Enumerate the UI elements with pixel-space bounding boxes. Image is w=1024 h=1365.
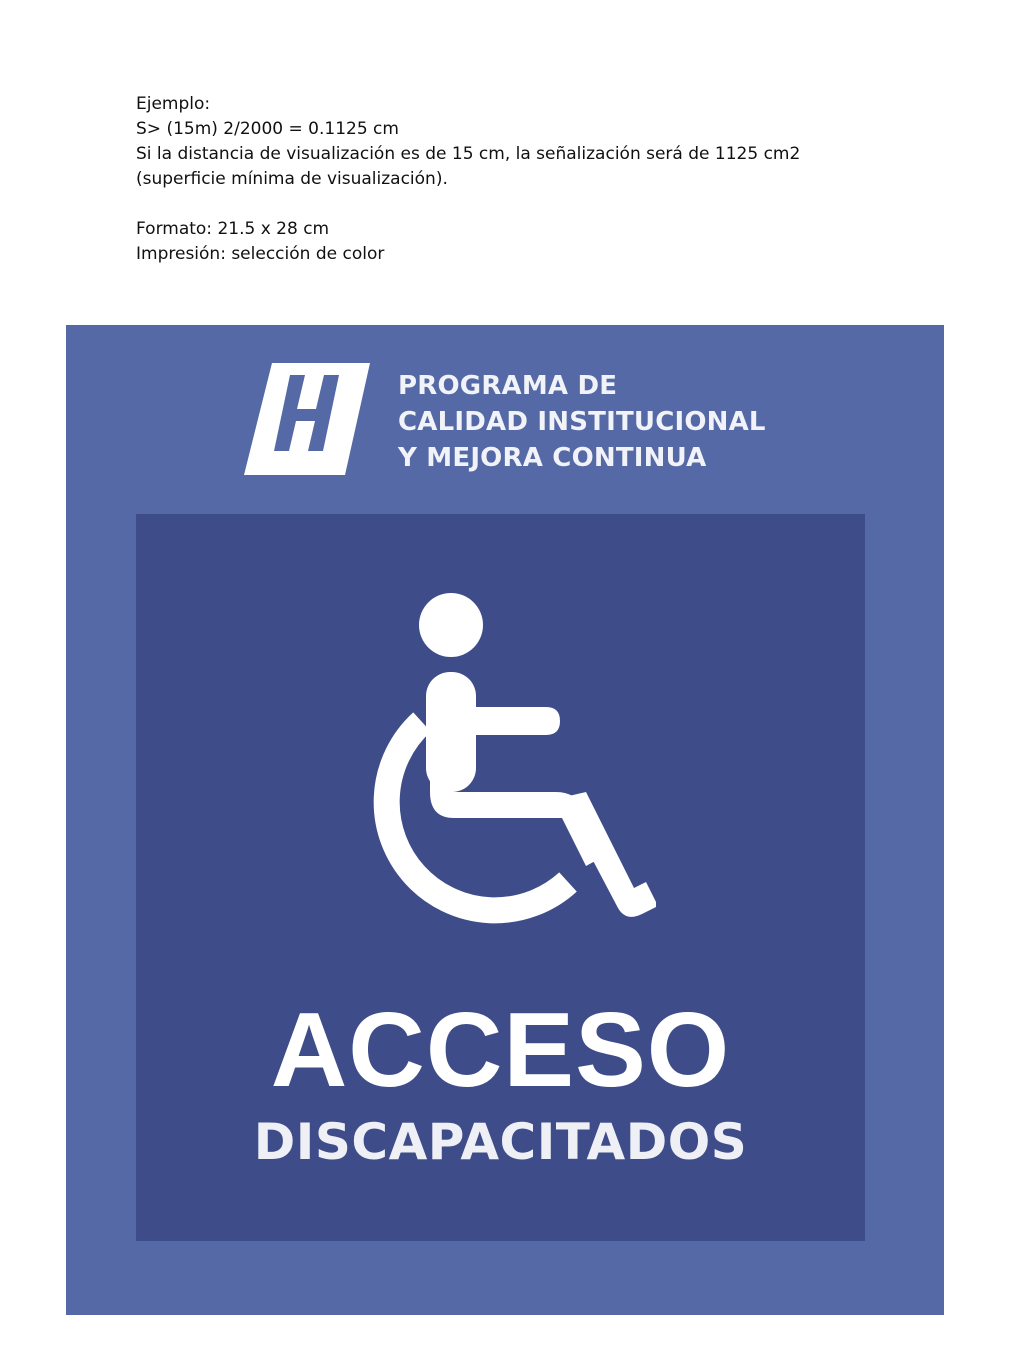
- program-line-2: CALIDAD INSTITUCIONAL: [398, 407, 766, 437]
- sign-title: ACCESO: [270, 991, 731, 1109]
- sign-subtitle: DISCAPACITADOS: [253, 1113, 748, 1171]
- sign-inner-panel: [136, 514, 865, 1241]
- h-logo-icon: [244, 363, 370, 475]
- program-line-1: PROGRAMA DE: [398, 371, 618, 401]
- specification-notes: [136, 92, 896, 267]
- notes-line-format: Formato: 21.5 x 28 cm: [136, 219, 330, 239]
- notes-line-printing: Impresión: selección de color: [136, 244, 385, 264]
- program-name: [398, 368, 766, 476]
- notes-line-formula: S> (15m) 2/2000 = 0.1125 cm: [136, 119, 399, 139]
- wheelchair-icon: [346, 592, 656, 934]
- notes-line-example-label: Ejemplo:: [136, 94, 211, 114]
- notes-line-distance: Si la distancia de visualización es de 15 cm, la señalización será de 1125 cm2: [136, 144, 801, 164]
- notes-line-surface: (superficie mínima de visualización).: [136, 169, 448, 189]
- notes-spacer: [136, 192, 896, 217]
- program-line-3: Y MEJORA CONTINUA: [398, 443, 707, 473]
- accessibility-sign: [66, 325, 944, 1315]
